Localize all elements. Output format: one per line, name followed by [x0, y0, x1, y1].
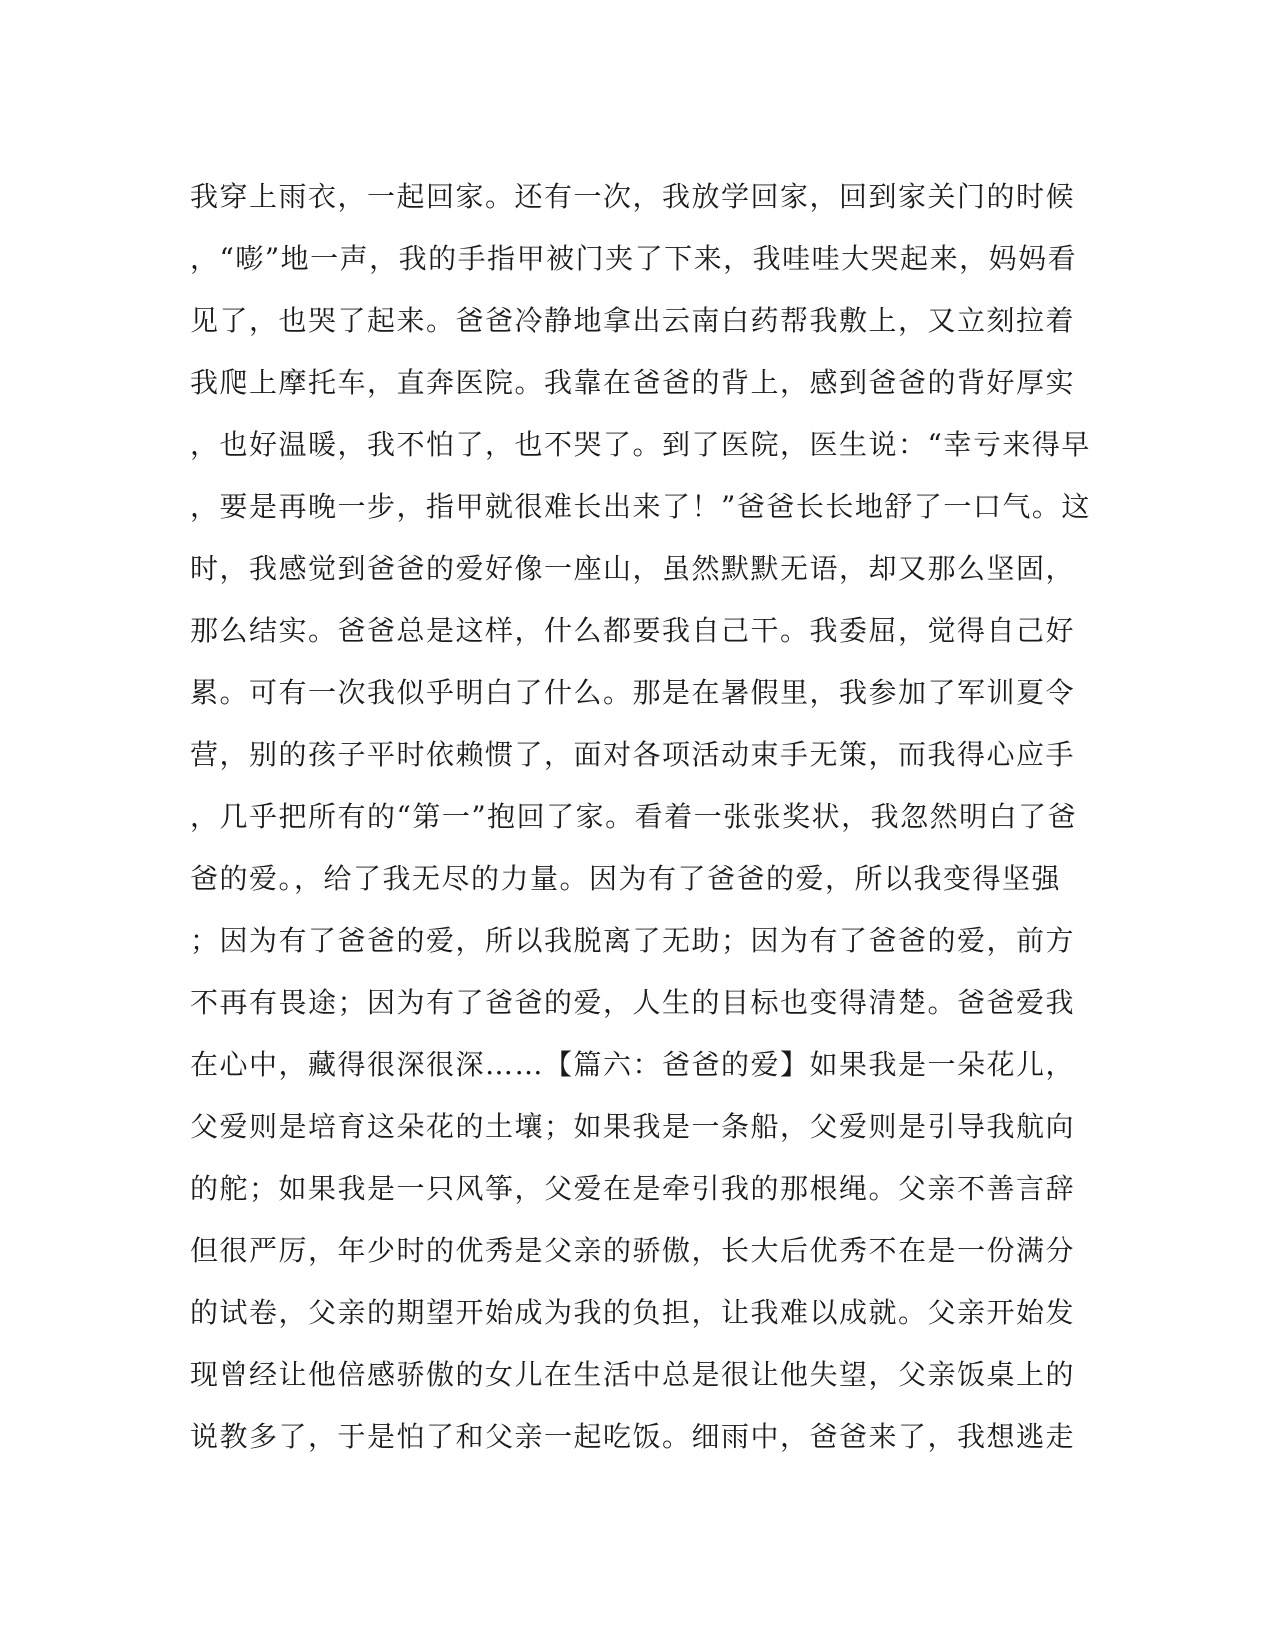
text-line: ，要是再晚一步，指甲就很难长出来了！”爸爸长长地舒了一口气。这 — [190, 490, 1091, 523]
text-line: 见了，也哭了起来。爸爸冷静地拿出云南白药帮我敷上，又立刻拉着 — [190, 304, 1076, 337]
text-line: 在心中，藏得很深很深……【篇六：爸爸的爱】如果我是一朵花儿， — [190, 1048, 1076, 1081]
text-line: 累。可有一次我似乎明白了什么。那是在暑假里，我参加了军训夏令 — [190, 676, 1076, 709]
text-line: 的试卷，父亲的期望开始成为我的负担，让我难以成就。父亲开始发 — [190, 1296, 1076, 1329]
text-line: 时，我感觉到爸爸的爱好像一座山，虽然默默无语，却又那么坚固， — [190, 552, 1076, 585]
text-line: 的舵；如果我是一只风筝，父爱在是牵引我的那根绳。父亲不善言辞 — [190, 1172, 1076, 1205]
text-line: 说教多了，于是怕了和父亲一起吃饭。细雨中，爸爸来了，我想逃走 — [190, 1420, 1076, 1453]
text-line: 那么结实。爸爸总是这样，什么都要我自己干。我委屈，觉得自己好 — [190, 614, 1076, 647]
text-line: 营，别的孩子平时依赖惯了，面对各项活动束手无策，而我得心应手 — [190, 738, 1076, 771]
text-line: 父爱则是培育这朵花的土壤；如果我是一条船，父爱则是引导我航向 — [190, 1110, 1076, 1143]
text-line: ；因为有了爸爸的爱，所以我脱离了无助；因为有了爸爸的爱，前方 — [190, 924, 1076, 957]
text-line: 不再有畏途；因为有了爸爸的爱，人生的目标也变得清楚。爸爸爱我 — [190, 986, 1076, 1019]
text-line: 现曾经让他倍感骄傲的女儿在生活中总是很让他失望，父亲饭桌上的 — [190, 1358, 1076, 1391]
text-line: 但很严厉，年少时的优秀是父亲的骄傲，长大后优秀不在是一份满分 — [190, 1234, 1076, 1267]
body-text — [190, 166, 1090, 1468]
text-line: 我穿上雨衣，一起回家。还有一次，我放学回家，回到家关门的时候 — [190, 180, 1076, 213]
text-line: ，“嘭”地一声，我的手指甲被门夹了下来，我哇哇大哭起来，妈妈看 — [190, 242, 1078, 275]
text-line: 爸的爱。，给了我无尽的力量。因为有了爸爸的爱，所以我变得坚强 — [190, 862, 1062, 895]
text-line: ，也好温暖，我不怕了，也不哭了。到了医院，医生说：“幸亏来得早 — [190, 428, 1091, 461]
text-line: ，几乎把所有的“第一”抱回了家。看着一张张奖状，我忽然明白了爸 — [190, 800, 1078, 833]
text-line: 我爬上摩托车，直奔医院。我靠在爸爸的背上，感到爸爸的背好厚实 — [190, 366, 1076, 399]
